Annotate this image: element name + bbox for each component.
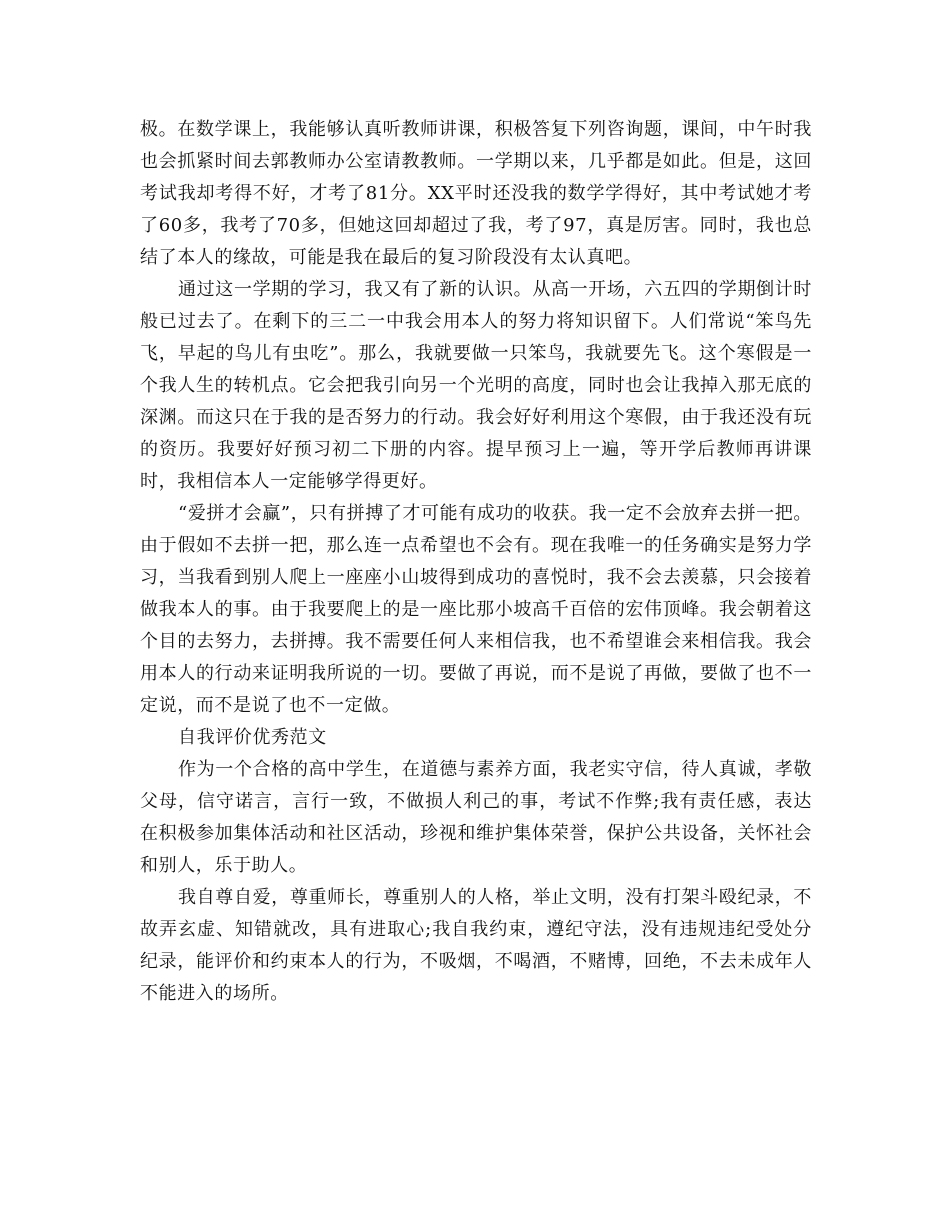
paragraph-moral-qualities: 作为一个合格的高中学生，在道德与素养方面，我老实守信，待人真诚，孝敬父母，信守诺言，言行一致，不做损人利己的事，考试不作弊;我有责任感，表达在积极参加集体活动和社区活动，珍视和维护集体荣誉，保护公共设备，关怀社会和别人，乐于助人。 xyxy=(140,759,812,876)
paragraph-continuation: 极。在数学课上，我能够认真听教师讲课，积极答复下列咨询题，课间，中午时我也会抓紧时间去郭教师办公室请教教师。一学期以来，几乎都是如此。但是，这回考试我却考得不好，才考了81分。XX平时还没我的数学学得好，其中考试她才考了60多，我考了70多，但她这回却超过了我，考了97，真是厉害。同时，我也总结了本人的缘故，可能是我在最后的复习阶段没有太认真吧。 xyxy=(140,119,812,268)
section-heading: 自我评价优秀范文 xyxy=(178,727,327,748)
paragraph-self-respect: 我自尊自爱，尊重师长，尊重别人的人格，举止文明，没有打架斗殴纪录，不故弄玄虚、知错就改，具有进取心;我自我约束，遵纪守法，没有违规违纪受处分纪录，能评价和约束本人的行为，不吸烟，不喝酒，不赌博，回绝，不去未成年人不能进入的场所。 xyxy=(140,887,812,1004)
paragraph-strive-to-win: “爱拼才会赢”，只有拼搏了才可能有成功的收获。我一定不会放弃去拼一把。由于假如不去拼一把，那么连一点希望也不会有。现在我唯一的任务确实是努力学习，当我看到别人爬上一座座小山坡得到成功的喜悦时，我不会去羡慕，只会接着做我本人的事。由于我要爬上的是一座比那小坡高千百倍的宏伟顶峰。我会朝着这个目的去努力，去拼搏。我不需要任何人来相信我，也不希望谁会来相信我。我会用本人的行动来证明我所说的一切。要做了再说，而不是说了再做，要做了也不一定说，而不是说了也不一定做。 xyxy=(140,503,812,716)
document-body xyxy=(140,114,812,1010)
paragraph-new-understanding: 通过这一学期的学习，我又有了新的认识。从高一开场，六五四的学期倒计时般已过去了。在剩下的三二一中我会用本人的努力将知识留下。人们常说“笨鸟先飞，早起的鸟儿有虫吃”。那么，我就要做一只笨鸟，我就要先飞。这个寒假是一个我人生的转机点。它会把我引向另一个光明的高度，同时也会让我掉入那无底的深渊。而这只在于我的是否努力的行动。我会好好利用这个寒假，由于我还没有玩的资历。我要好好预习初二下册的内容。提早预习上一遍，等开学后教师再讲课时，我相信本人一定能够学得更好。 xyxy=(140,279,812,492)
